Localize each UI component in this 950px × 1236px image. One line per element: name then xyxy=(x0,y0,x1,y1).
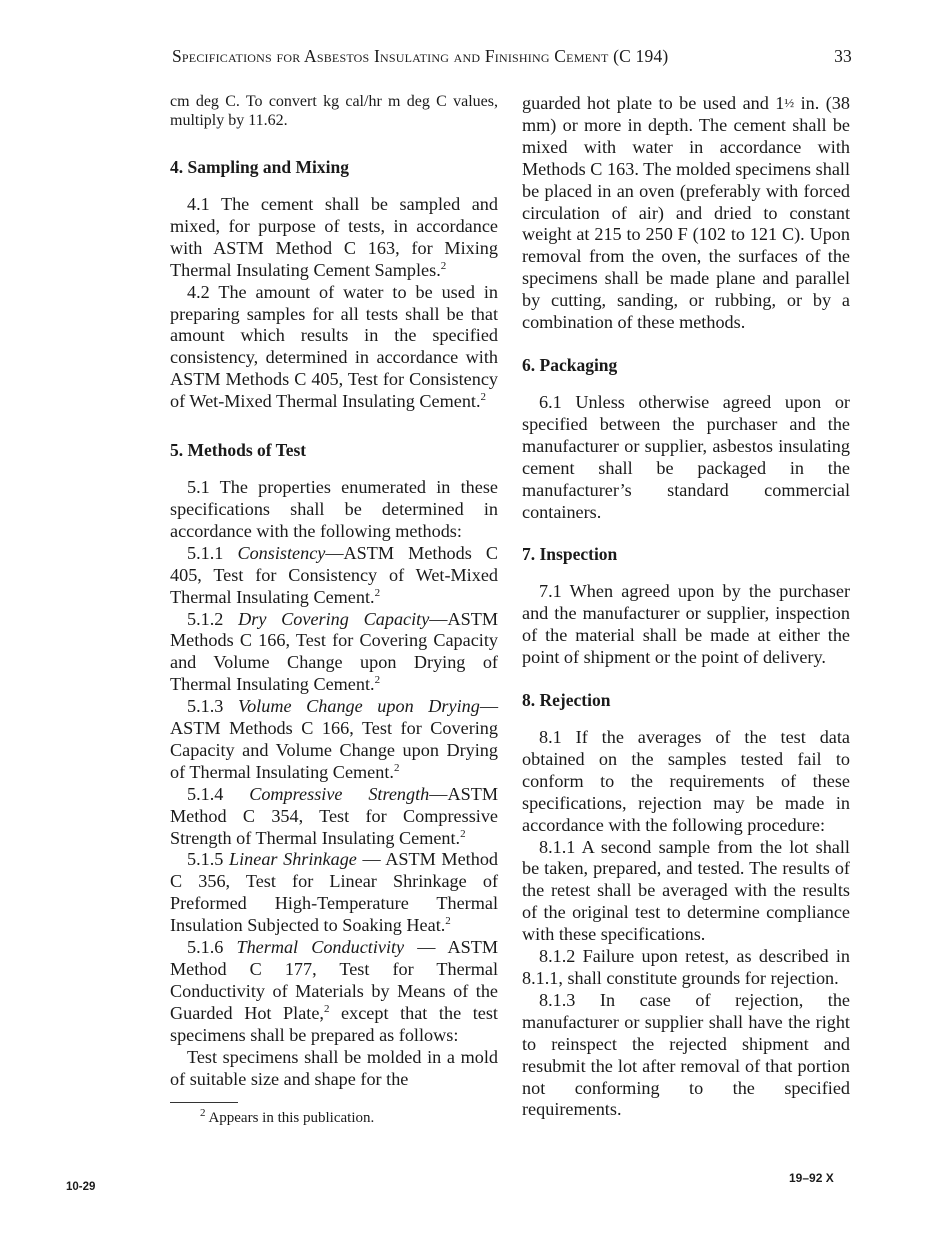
right-column xyxy=(522,92,850,1121)
continued-text-right: guarded hot plate to be used and 1½ in. (38 mm) or more in depth. The cement shall be mixed with water in accordance with Methods C 163. The molded specimens shall be placed in an oven (preferably with forced circulation of air) and dried to constant weight at 215 to 250 F (102 to 121 C). Upon removal from the oven, the surfaces of the specimens shall be made plane and parallel by cutting, sanding, or rubbing, or by a combination of these methods. xyxy=(522,93,850,333)
section-8-heading: 8. Rejection xyxy=(522,690,611,711)
paragraph-5-1-4: 5.1.4 Compressive Strength—ASTM Method C 354, Test for Compressive Strength of Thermal Insulating Cement.$^2$ xyxy=(170,783,498,848)
paragraph-5-1-5: 5.1.5 Linear Shrinkage — ASTM Method C 356, Test for Linear Shrinkage of Preformed High-Temperature Thermal Insulation Subjected to Soaking Heat.$^2$ xyxy=(170,849,499,936)
section-4-heading: 4. Sampling and Mixing xyxy=(170,157,349,177)
paragraph-test-specimens: Test specimens shall be molded in a mold of suitable size and shape for the xyxy=(170,1046,498,1089)
footnote-rule xyxy=(170,1102,238,1103)
continued-text: cm deg C. To convert kg cal/hr m deg C values, multiply by 11.62. xyxy=(170,93,498,129)
footer-left-code: 10-29 xyxy=(66,1181,96,1193)
paragraph-5-1: 5.1 The properties enumerated in these specifications shall be determined in accordance with the following methods: xyxy=(170,477,498,541)
paragraph-5-1-6: 5.1.6 Thermal Conductivity — ASTM Method C 177, Test for Thermal Conductivity of Materials by Means of the Guarded Hot Plate,$^2$ except that the test specimens shall be prepared as follows: xyxy=(170,937,499,1045)
paragraph-7-1: 7.1 When agreed upon by the purchaser and the manufacturer or supplier, inspection of the material shall be made at either the point of shipment or the point of delivery. xyxy=(522,581,850,668)
page-number: 33 xyxy=(834,46,852,66)
left-column xyxy=(170,92,498,1127)
paragraph-5-1-2: 5.1.2 Dry Covering Capacity—ASTM Methods C 166, Test for Covering Capacity and Volume Change upon Drying of Thermal Insulating Cement.$^2$ xyxy=(170,608,499,695)
paragraph-8-1-3: 8.1.3 In case of rejection, the manufacturer or supplier shall have the right to reinspect the rejected shipment and resubmit the lot after removal of that portion not conforming to the specified requirements. xyxy=(522,989,850,1120)
paragraph-5-1-1: 5.1.1 Consistency—ASTM Methods C 405, Test for Consistency of Wet-Mixed Thermal Insulating Cement.$^2$ xyxy=(170,542,499,607)
running-head xyxy=(172,46,862,67)
footnote: $^2$ Appears in this publication. xyxy=(200,1107,375,1127)
running-head-title: Specifications for Asbestos Insulating and Finishing Cement (C 194) xyxy=(172,46,669,66)
paragraph-4-2: 4.2 The amount of water to be used in preparing samples for all tests shall be that amount which results in the specified consistency, determined in accordance with ASTM Methods C 405, Test for Consistency of Wet-Mixed Thermal Insulating Cement.$^2$ xyxy=(170,281,498,412)
paragraph-8-1: 8.1 If the averages of the test data obtained on the samples tested fail to conform to the requirements of these specifications, rejection may be made in accordance with the following procedure: xyxy=(522,727,850,835)
section-7-heading: 7. Inspection xyxy=(522,544,618,565)
section-6-heading: 6. Packaging xyxy=(522,354,618,375)
section-5-heading: 5. Methods of Test xyxy=(170,440,307,461)
footer-right-code: 19–92 X xyxy=(789,1171,834,1185)
paragraph-8-1-2: 8.1.2 Failure upon retest, as described in 8.1.1, shall constitute grounds for rejection. xyxy=(522,946,850,988)
paragraph-5-1-3: 5.1.3 Volume Change upon Drying— ASTM Methods C 166, Test for Covering Capacity and Volume Change upon Drying of Thermal Insulating Cement.$^2$ xyxy=(170,696,498,782)
paragraph-8-1-1: 8.1.1 A second sample from the lot shall be taken, prepared, and tested. The results of the retest shall be averaged with the results of the original test to determine compliance with these specifications. xyxy=(522,836,850,945)
paragraph-4-1: 4.1 The cement shall be sampled and mixed, for purpose of tests, in accordance with ASTM Method C 163, for Mixing Thermal Insulating Cement Samples.$^2$ xyxy=(170,194,498,280)
paragraph-6-1: 6.1 Unless otherwise agreed upon or specified between the purchaser and the manufacturer or supplier, asbestos insulating cement shall be packaged in the manufacturer’s standard commercial containers. xyxy=(522,391,850,522)
